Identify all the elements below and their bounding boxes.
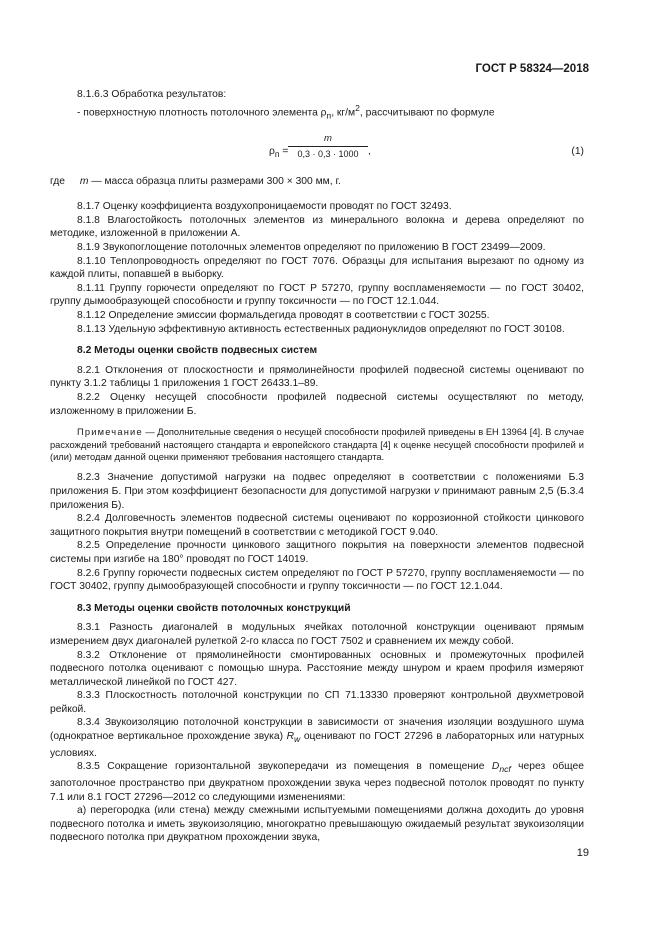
- section-heading-8-2: 8.2 Методы оценки свойств подвесных систем: [77, 345, 318, 357]
- page-header-standard: ГОСТ Р 58324—2018: [475, 63, 589, 75]
- clause-8111: 8.1.11 Группу горючести определяют по ГОСТ Р 57270, группу воспламеняемости — по ГОСТ 30402, группу дымообразующей способности и группу токсичности — по ГОСТ 12.1.044.: [50, 282, 584, 308]
- clause-818: 8.1.8 Влагостойкость потолочных элементов из минерального волокна и дерева определяют по методике, изложенной в приложении А.: [50, 214, 584, 240]
- formula-fraction: [288, 133, 368, 160]
- fraction-bar: [288, 146, 368, 147]
- clause-835: 8.3.5 Сокращение горизонтальной звукопередачи из помещения в помещение $D_{ncf}$ через общее запотолочное пространство при двукратном прохождении звука через подвесной потолок проводят по пункту 7.1 или 8.1 ГОСТ 27296—2012 со следующими изменениями:: [50, 761, 584, 803]
- formula-tail: ,: [368, 145, 371, 157]
- clause-823: 8.2.3 Значение допустимой нагрузки на подвес определяют в соответствии с положениями Б.3 приложения Б. При этом коэффициент безопасности для допустимой нагрузки v принимают равным 2,5 (Б.3.4 приложения Б).: [50, 472, 584, 511]
- clause-8113: 8.1.13 Удельную эффективную активность естественных радионуклидов определяют по ГОСТ 30108.: [77, 323, 565, 335]
- page-number: 19: [576, 847, 589, 859]
- page-content: [50, 88, 584, 845]
- clause-821: 8.2.1 Отклонения от плоскостности и прямолинейности профилей подвесной системы оценивают по пункту 3.1.2 таблицы 1 приложения 1 ГОСТ 26433.1–89.: [50, 364, 584, 390]
- clause-824: 8.2.4 Долговечность элементов подвесной системы оценивают по коррозионной стойкости цинкового защитного покрытия внутри помещений в соответствии с методикой ГОСТ 9.040.: [50, 513, 584, 538]
- clause-822: 8.2.2 Оценку несущей способности профилей подвесной системы осуществляют по методу, изложенному в приложении Б.: [50, 391, 584, 417]
- clause-8163-bullet: - поверхностную плотность потолочного элемента $\rho_п$, $кг/м^2$, рассчитывают по формуле: [77, 102, 495, 121]
- clause-825: 8.2.5 Определение прочности цинкового защитного покрытия на поверхности элементов подвесной системы при изгибе на 180° проводят по ГОСТ 14019.: [50, 540, 584, 565]
- clause-834: 8.3.4 Звукоизоляцию потолочной конструкции в зависимости от значения изоляции воздушного шума (однократное вертикальное прохождение звука) $R_w$ оценивают по ГОСТ 27296 в лабораторных или натурных условиях.: [50, 717, 584, 759]
- clause-835-a: а) перегородка (или стена) между смежными испытуемыми помещениями должна доходить до уровня подвесного потолка и иметь звукоизоляцию, многократно превышающую ожидаемый результат звукоизоляции подвесного потолка при двукратном прохождении звука,: [50, 805, 584, 844]
- formula-1: [50, 133, 584, 167]
- formula-number: (1): [571, 145, 584, 157]
- clause-833: 8.3.3 Плоскостность потолочной конструкции по СП 71.13330 проверяют контрольной двухметровой рейкой.: [50, 690, 584, 715]
- clause-8163-title: 8.1.6.3 Обработка результатов:: [77, 89, 227, 100]
- clause-832: 8.3.2 Отклонение от прямолинейности смонтированных основных и промежуточных профилей подвесного потолка оценивают с помощью шнура. Расстояние между шнуром и краем профиля измеряют металлической линейкой по ГОСТ 427.: [50, 649, 584, 688]
- formula-denominator: 0,3 · 0,3 · 1000: [297, 148, 359, 159]
- formula-numerator: m: [324, 132, 332, 144]
- clause-819: 8.1.9 Звукопоглощение потолочных элементов определяют по приложению В ГОСТ 23499—2009.: [77, 242, 546, 254]
- clause-8112: 8.1.12 Определение эмиссии формальдегида проводят в соответствии с ГОСТ 30255.: [77, 310, 490, 321]
- note: Примечание — Дополнительные сведения о несущей способности профилей приведены в ЕН 13964 [4]. В случае расхождений требований настоящего стандарта и европейского стандарта [4] к оценке несущей способности профилей и (или) методам данной оценки применяют требования настоящего стандарта.: [50, 427, 584, 462]
- clause-831: 8.3.1 Разность диагоналей в модульных ячейках потолочной конструкции оценивают прямым измерением двух диагоналей рулеткой 2-го класса по ГОСТ 7502 и сравнением их между собой.: [50, 622, 584, 647]
- clause-817: 8.1.7 Оценку коэффициента воздухопроницаемости проводят по ГОСТ 32493.: [77, 201, 452, 213]
- formula-lhs: $\rho_п$ =: [269, 145, 289, 159]
- section-heading-8-3: 8.3 Методы оценки свойств потолочных конструкций: [77, 602, 351, 614]
- clause-826: 8.2.6 Группу горючести подвесных систем определяют по ГОСТ Р 57270, группу воспламеняемости — по ГОСТ 30402, группу дымообразующей способности и группу токсичности — по ГОСТ 12.1.044.: [50, 567, 584, 593]
- formula-legend: где m — масса образца плиты размерами 300 × 300 мм, г.: [50, 175, 341, 187]
- note-label: Примечание: [77, 427, 143, 438]
- clause-8110: 8.1.10 Теплопроводность определяют по ГОСТ 7076. Образцы для испытания вырезают по одному из каждой плиты, попавшей в выборку.: [50, 255, 584, 281]
